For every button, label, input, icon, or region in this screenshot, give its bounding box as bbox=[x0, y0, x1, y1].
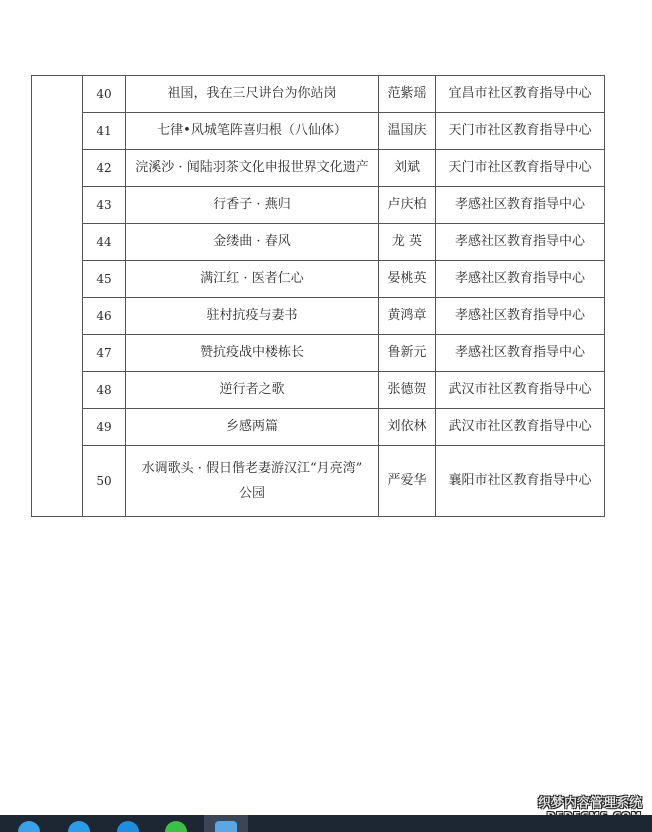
watermark-line1: 织梦内容管理系统 bbox=[537, 796, 642, 811]
row-number: 43 bbox=[83, 187, 126, 224]
unit-name: 宜昌市社区教育指导中心 bbox=[436, 76, 605, 113]
unit-name: 孝感社区教育指导中心 bbox=[436, 224, 605, 261]
table-row bbox=[32, 224, 605, 261]
work-title: 逆行者之歌 bbox=[126, 372, 379, 409]
table-row bbox=[32, 335, 605, 372]
work-title: 赞抗疫战中楼栋长 bbox=[126, 335, 379, 372]
author-name: 卢庆柏 bbox=[379, 187, 436, 224]
author-name: 温国庆 bbox=[379, 113, 436, 150]
work-title: 金缕曲 · 春风 bbox=[126, 224, 379, 261]
unit-name: 孝感社区教育指导中心 bbox=[436, 298, 605, 335]
unit-name: 孝感社区教育指导中心 bbox=[436, 335, 605, 372]
unit-name: 天门市社区教育指导中心 bbox=[436, 150, 605, 187]
unit-name: 天门市社区教育指导中心 bbox=[436, 113, 605, 150]
table-row bbox=[32, 409, 605, 446]
work-title: 驻村抗疫与妻书 bbox=[126, 298, 379, 335]
table-row bbox=[32, 261, 605, 298]
unit-name: 武汉市社区教育指导中心 bbox=[436, 372, 605, 409]
unit-name: 孝感社区教育指导中心 bbox=[436, 261, 605, 298]
active-app-icon[interactable] bbox=[215, 821, 237, 832]
table-body bbox=[32, 76, 605, 517]
work-title: 浣溪沙 · 闻陆羽茶文化申报世界文化遗产 bbox=[126, 150, 379, 187]
row-number: 44 bbox=[83, 224, 126, 261]
author-name: 鲁新元 bbox=[379, 335, 436, 372]
author-name: 刘依林 bbox=[379, 409, 436, 446]
unit-name: 襄阳市社区教育指导中心 bbox=[436, 446, 605, 517]
table-row bbox=[32, 372, 605, 409]
row-number: 49 bbox=[83, 409, 126, 446]
row-number: 50 bbox=[83, 446, 126, 517]
row-number: 42 bbox=[83, 150, 126, 187]
table-row bbox=[32, 187, 605, 224]
table-row bbox=[32, 298, 605, 335]
row-number: 45 bbox=[83, 261, 126, 298]
author-name: 黄鸿章 bbox=[379, 298, 436, 335]
row-number: 40 bbox=[83, 76, 126, 113]
work-title-line1: 水调歌头 · 假日偕老妻游汉江“月亮湾” bbox=[141, 460, 363, 476]
windows-icon[interactable] bbox=[18, 821, 40, 832]
row-number: 41 bbox=[83, 113, 126, 150]
table-row bbox=[32, 150, 605, 187]
work-title bbox=[126, 446, 379, 517]
work-title: 乡感两篇 bbox=[126, 409, 379, 446]
work-title: 祖国，我在三尺讲台为你站岗 bbox=[126, 76, 379, 113]
awards-table bbox=[31, 75, 605, 517]
row-number: 47 bbox=[83, 335, 126, 372]
author-name: 范紫瑶 bbox=[379, 76, 436, 113]
unit-name: 孝感社区教育指导中心 bbox=[436, 187, 605, 224]
work-title-line2: 公园 bbox=[238, 486, 265, 501]
unit-name: 武汉市社区教育指导中心 bbox=[436, 409, 605, 446]
author-name: 严爱华 bbox=[379, 446, 436, 517]
search-app-icon[interactable] bbox=[117, 821, 139, 832]
table-row bbox=[32, 76, 605, 113]
row-number: 46 bbox=[83, 298, 126, 335]
author-name: 晏桃英 bbox=[379, 261, 436, 298]
work-title: 满江红 · 医者仁心 bbox=[126, 261, 379, 298]
browser-icon[interactable] bbox=[68, 821, 90, 832]
row-number: 48 bbox=[83, 372, 126, 409]
category-cell bbox=[32, 76, 83, 517]
taskbar bbox=[0, 815, 652, 832]
work-title: 行香子 · 燕归 bbox=[126, 187, 379, 224]
work-title: 七律•风城笔阵喜归根（八仙体） bbox=[126, 113, 379, 150]
table-row bbox=[32, 113, 605, 150]
author-name: 张德贺 bbox=[379, 372, 436, 409]
wechat-icon[interactable] bbox=[165, 821, 187, 832]
author-name: 龙 英 bbox=[379, 224, 436, 261]
table-row bbox=[32, 446, 605, 517]
author-name: 刘斌 bbox=[379, 150, 436, 187]
